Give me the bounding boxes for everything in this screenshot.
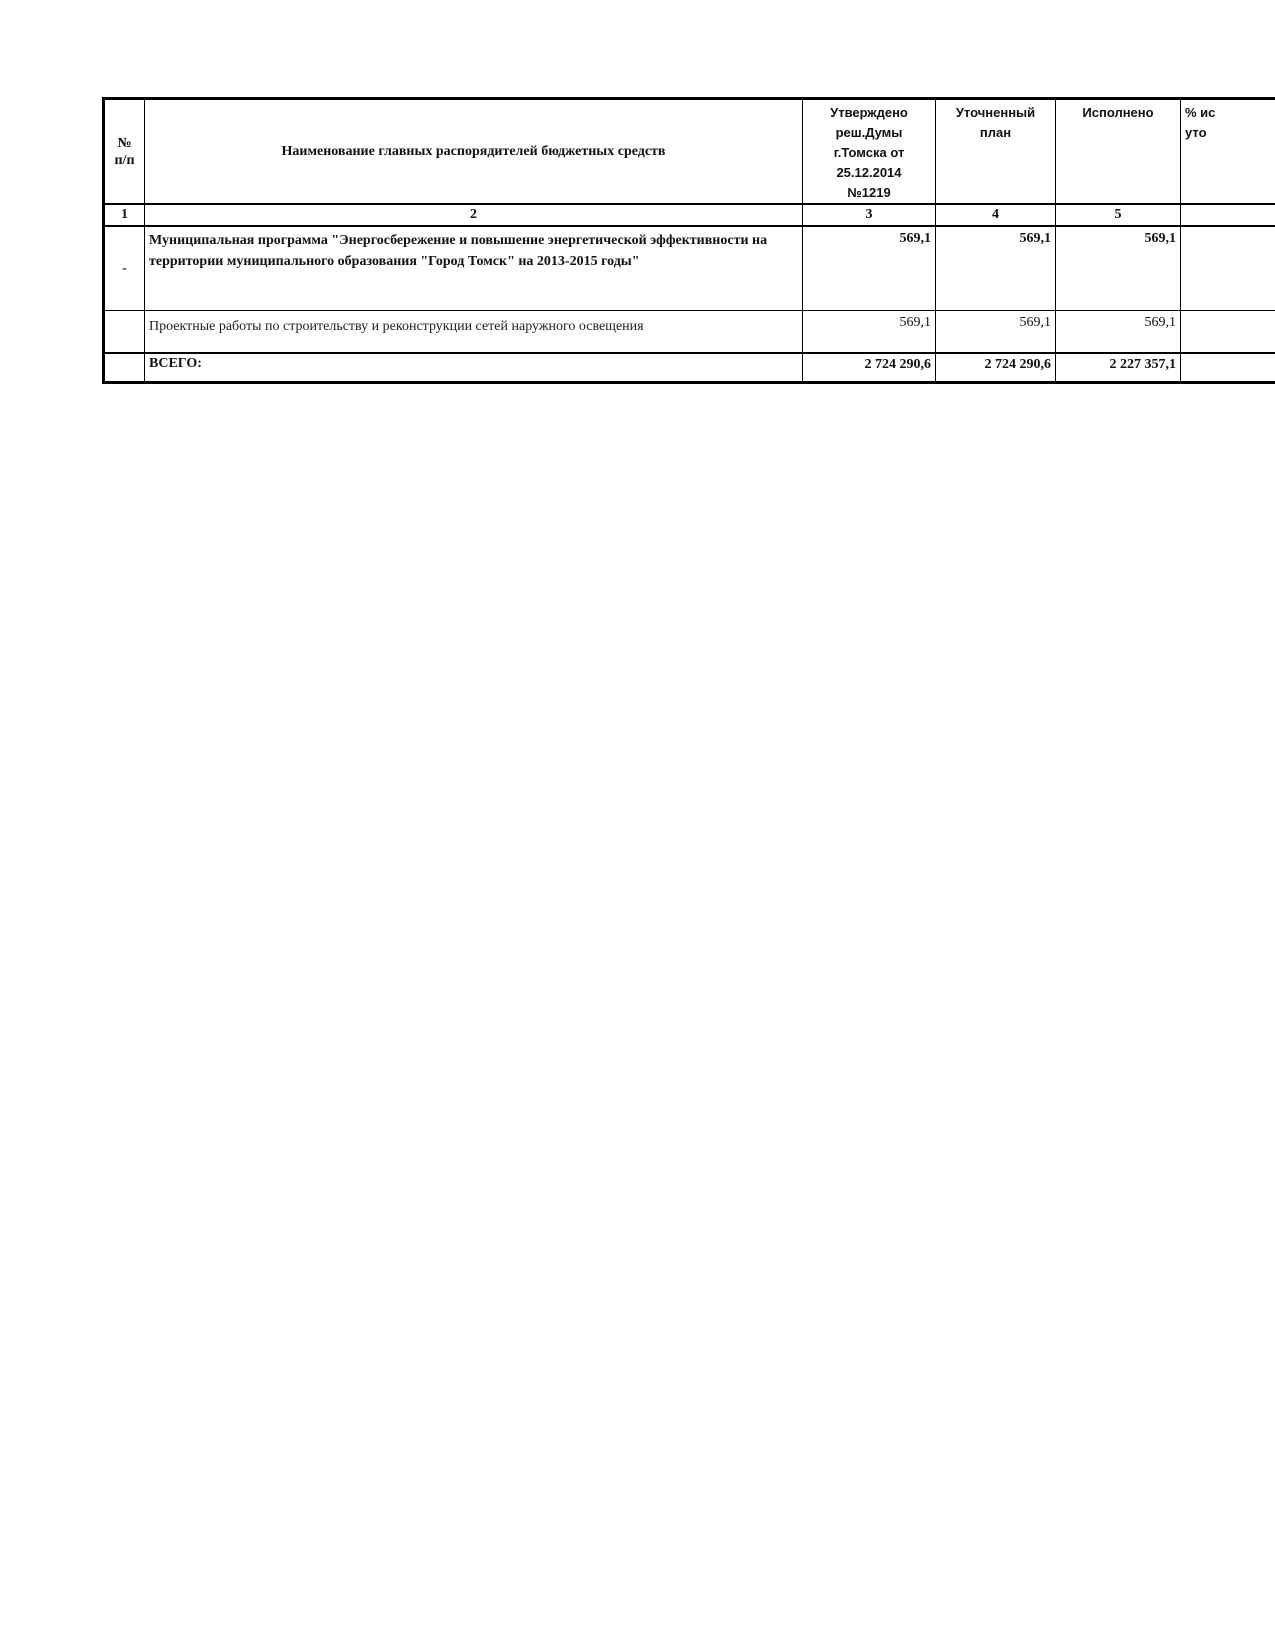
header-num: № п/п xyxy=(104,99,145,205)
row-percent xyxy=(1181,311,1275,354)
total-label: ВСЕГО: xyxy=(145,353,803,383)
row-plan: 569,1 xyxy=(936,311,1056,354)
header-row xyxy=(104,99,1275,205)
index-cell: 3 xyxy=(803,204,936,226)
total-plan: 2 724 290,6 xyxy=(936,353,1056,383)
row-approved: 569,1 xyxy=(803,311,936,354)
index-cell: 2 xyxy=(145,204,803,226)
row-num: - xyxy=(104,226,145,311)
budget-table xyxy=(102,97,1275,384)
column-index-row xyxy=(104,204,1275,226)
row-name: Муниципальная программа "Энергосбережение и повышение энергетической эффективности на территории муниципального образования "Город Томск" на 2013-2015 годы" xyxy=(145,226,803,311)
row-approved: 569,1 xyxy=(803,226,936,311)
row-num xyxy=(104,311,145,354)
total-executed: 2 227 357,1 xyxy=(1056,353,1181,383)
index-cell: 5 xyxy=(1056,204,1181,226)
header-plan: Уточненный план xyxy=(936,99,1056,205)
table-row xyxy=(104,311,1275,354)
row-name: Проектные работы по строительству и реконструкции сетей наружного освещения xyxy=(145,311,803,354)
index-cell xyxy=(1181,204,1275,226)
index-cell: 1 xyxy=(104,204,145,226)
header-percent: % ис уто xyxy=(1181,99,1275,205)
total-row xyxy=(104,353,1275,383)
header-approved: Утверждено реш.Думы г.Томска от 25.12.2014 №1219 xyxy=(803,99,936,205)
table-row xyxy=(104,226,1275,311)
index-cell: 4 xyxy=(936,204,1056,226)
row-plan: 569,1 xyxy=(936,226,1056,311)
total-num-cell xyxy=(104,353,145,383)
budget-table-wrapper xyxy=(102,97,1275,384)
total-percent xyxy=(1181,353,1275,383)
row-percent xyxy=(1181,226,1275,311)
row-executed: 569,1 xyxy=(1056,311,1181,354)
row-executed: 569,1 xyxy=(1056,226,1181,311)
total-approved: 2 724 290,6 xyxy=(803,353,936,383)
header-name: Наименование главных распорядителей бюджетных средств xyxy=(145,99,803,205)
header-executed: Исполнено xyxy=(1056,99,1181,205)
